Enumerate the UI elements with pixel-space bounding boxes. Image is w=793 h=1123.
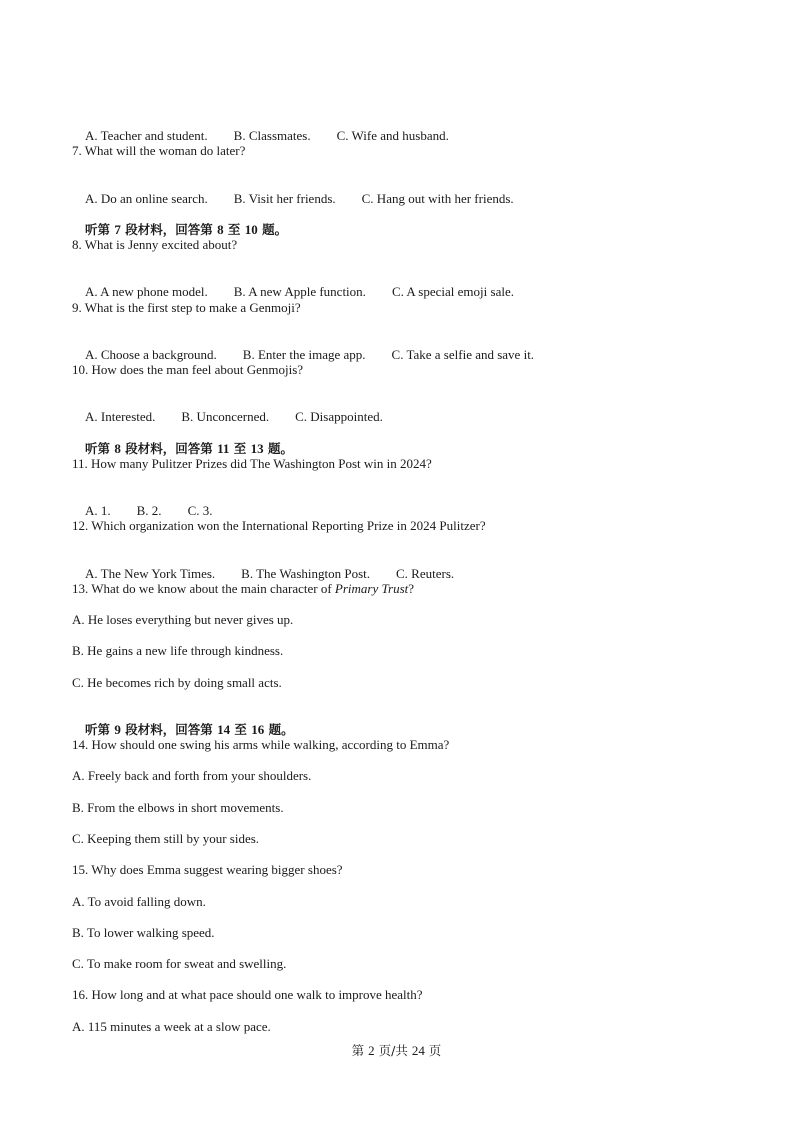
q6-option-b: B. Classmates. [233,128,311,143]
section-9-text-4: 题。 [264,722,294,737]
q7-option-c: C. Hang out with her friends. [361,191,514,206]
q9-option-a: A. Choose a background. [85,347,217,362]
q13-question-prefix: 13. What do we know about the main character of [72,581,335,596]
section-8-num-1: 8 [114,441,121,456]
q12-option-a: A. The New York Times. [85,566,216,581]
q11-option-a: A. 1. [85,503,111,518]
q15-option-a: A. To avoid falling down. [72,894,206,909]
q8-option-b: B. A new Apple function. [233,284,366,299]
section-8-text-4: 题。 [263,441,293,456]
section-7-num-2: 8 [217,222,224,237]
q10-option-c: C. Disappointed. [295,409,383,424]
section-9-text-2: 段材料，回答第 [120,722,218,737]
section-8-num-3: 13 [250,441,264,456]
q12-question: 12. Which organization won the International Reporting Prize in 2024 Pulitzer? [72,518,486,533]
q13-question-title: Primary Trust [334,581,409,596]
q14-option-b: B. From the elbows in short movements. [72,800,284,815]
section-7-text-2: 段材料，回答第 [120,222,218,237]
q15-option-c: C. To make room for sweat and swelling. [72,956,287,971]
section-7-text-3: 至 [223,222,245,237]
section-8-num-2: 11 [217,441,230,456]
q13-option-b: B. He gains a new life through kindness. [72,643,284,658]
q14-option-a: A. Freely back and forth from your shoulders. [72,768,312,783]
q11-option-b: B. 2. [136,503,162,518]
q8-option-c: C. A special emoji sale. [391,284,514,299]
q14-option-c: C. Keeping them still by your sides. [72,831,260,846]
q13-option-a: A. He loses everything but never gives up. [72,612,294,627]
q8-question: 8. What is Jenny excited about? [72,237,238,252]
q6-option-c: C. Wife and husband. [336,128,449,143]
q12-option-c: C. Reuters. [396,566,455,581]
section-9-text-3: 至 [230,722,252,737]
q11-option-c: C. 3. [187,503,213,518]
q16-option-a: A. 115 minutes a week at a slow pace. [72,1019,271,1034]
section-7-num-3: 10 [244,222,258,237]
footer-middle: 页/共 [374,1043,412,1058]
q9-option-c: C. Take a selfie and save it. [391,347,535,362]
q10-option-a: A. Interested. [85,409,156,424]
q10-question: 10. How does the man feel about Genmojis? [72,362,304,377]
q9-question: 9. What is the first step to make a Genmoji? [72,300,301,315]
section-8-text-1: 听第 [85,441,115,456]
footer-suffix: 页 [424,1043,442,1058]
footer-prefix: 第 [351,1043,369,1058]
q13-option-c: C. He becomes rich by doing small acts. [72,675,282,690]
q14-question: 14. How should one swing his arms while walking, according to Emma? [72,737,450,752]
footer-total: 24 [411,1043,425,1058]
q12-option-b: B. The Washington Post. [241,566,371,581]
q16-question: 16. How long and at what pace should one walk to improve health? [72,987,423,1002]
q15-option-b: B. To lower walking speed. [72,925,215,940]
q7-option-b: B. Visit her friends. [233,191,336,206]
section-9-num-1: 9 [114,722,121,737]
footer-page: 2 [368,1043,375,1058]
q11-question: 11. How many Pulitzer Prizes did The Washington Post win in 2024? [72,456,432,471]
q13-question-suffix: ? [408,581,415,596]
page-number-footer [0,1043,793,1059]
section-9-num-2: 14 [217,722,231,737]
section-7-num-1: 7 [114,222,121,237]
section-9-text-1: 听第 [85,722,115,737]
q15-question: 15. Why does Emma suggest wearing bigger shoes? [72,862,343,877]
section-7-text-1: 听第 [85,222,115,237]
q13-question [72,581,414,597]
q6-option-a: A. Teacher and student. [85,128,208,143]
section-9-num-3: 16 [251,722,265,737]
q9-option-b: B. Enter the image app. [242,347,366,362]
section-7-text-4: 题。 [257,222,288,237]
q10-option-b: B. Unconcerned. [181,409,270,424]
q7-option-a: A. Do an online search. [85,191,208,206]
section-8-text-3: 至 [229,441,251,456]
section-8-text-2: 段材料，回答第 [120,441,218,456]
q7-question: 7. What will the woman do later? [72,143,246,158]
q8-option-a: A. A new phone model. [85,284,208,299]
